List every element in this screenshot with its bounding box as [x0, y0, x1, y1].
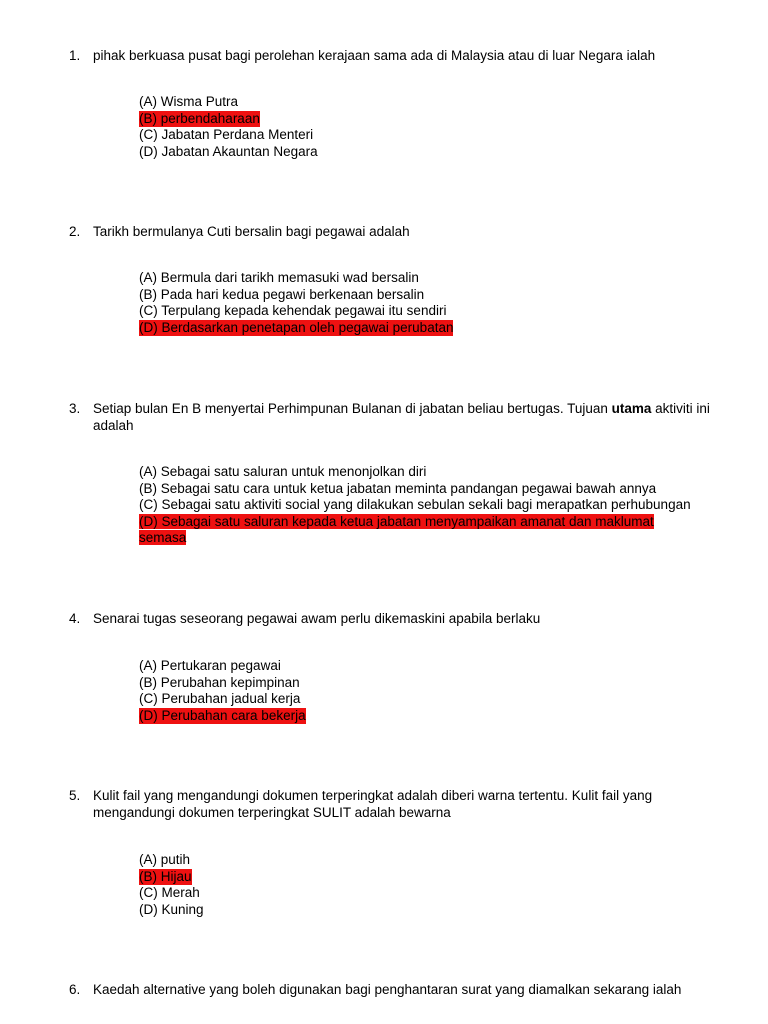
question-text: Tarikh bermulanya Cuti bersalin bagi pegawai adalah	[93, 224, 410, 239]
option-c: (C) Terpulang kepada kehendak pegawai itu sendiri	[139, 303, 447, 318]
option-d-highlighted: (D) Berdasarkan penetapan oleh pegawai perubatan	[139, 319, 454, 335]
options-list	[139, 270, 453, 336]
option-a: (A) Pertukaran pegawai	[139, 658, 281, 673]
question-text: pihak berkuasa pusat bagi perolehan kerajaan sama ada di Malaysia atau di luar Negara ialah	[93, 48, 656, 63]
question-text	[93, 400, 733, 434]
option-a: (A) Bermula dari tarikh memasuki wad bersalin	[139, 270, 419, 285]
question-text-part: aktiviti ini adalah	[93, 401, 710, 433]
question-number: 6.	[69, 982, 81, 997]
option-c: (C) Perubahan jadual kerja	[139, 691, 301, 706]
option-b-highlighted: (B) Hijau	[139, 868, 192, 884]
question-number: 2.	[69, 224, 81, 239]
question-text-bold: utama	[611, 401, 652, 416]
option-d-text: (D) Sebagai satu saluran kepada ketua jabatan menyampaikan amanat dan maklumat semasa	[139, 513, 654, 545]
option-c: (C) Sebagai satu aktiviti social yang dilakukan sebulan sekali bagi merapatkan perhubungan	[139, 497, 691, 512]
question-text: Kaedah alternative yang boleh digunakan bagi penghantaran surat yang diamalkan sekarang ialah	[93, 982, 682, 997]
option-c: (C) Jabatan Perdana Menteri	[139, 127, 314, 142]
question-text: Kulit fail yang mengandungi dokumen terperingkat adalah diberi warna tertentu. Kulit fail yang mengandungi dokumen terperingkat SULIT adalah bewarna	[93, 788, 653, 820]
question-number: 3.	[69, 401, 81, 416]
options-list	[139, 852, 204, 918]
option-b: (B) Sebagai satu cara untuk ketua jabatan meminta pandangan pegawai bawah annya	[139, 480, 657, 496]
question-number: 5.	[69, 788, 81, 803]
options-list	[139, 658, 306, 724]
option-a: (A) Wisma Putra	[139, 94, 239, 109]
options-list	[139, 464, 691, 547]
question-text-part: Setiap bulan En B menyertai Perhimpunan Bulanan di jabatan beliau bertugas. Tujuan	[93, 401, 612, 416]
option-a: (A) Sebagai satu saluran untuk menonjolkan diri	[139, 464, 427, 479]
option-a: (A) putih	[139, 852, 191, 867]
option-c: (C) Merah	[139, 885, 200, 900]
question-text: Senarai tugas seseorang pegawai awam perlu dikemaskini apabila berlaku	[93, 611, 541, 626]
option-b: (B) Pada hari kedua pegawi berkenaan bersalin	[139, 286, 425, 302]
question-number: 1.	[69, 48, 81, 63]
option-b: (B) Perubahan kepimpinan	[139, 674, 300, 690]
option-b-highlighted: (B) perbendaharaan	[139, 110, 260, 126]
option-d: (D) Kuning	[139, 901, 204, 917]
option-d-highlighted	[139, 514, 683, 547]
question-number: 4.	[69, 611, 81, 626]
option-d-highlighted: (D) Perubahan cara bekerja	[139, 707, 306, 723]
option-d: (D) Jabatan Akauntan Negara	[139, 143, 318, 159]
options-list	[139, 94, 318, 160]
